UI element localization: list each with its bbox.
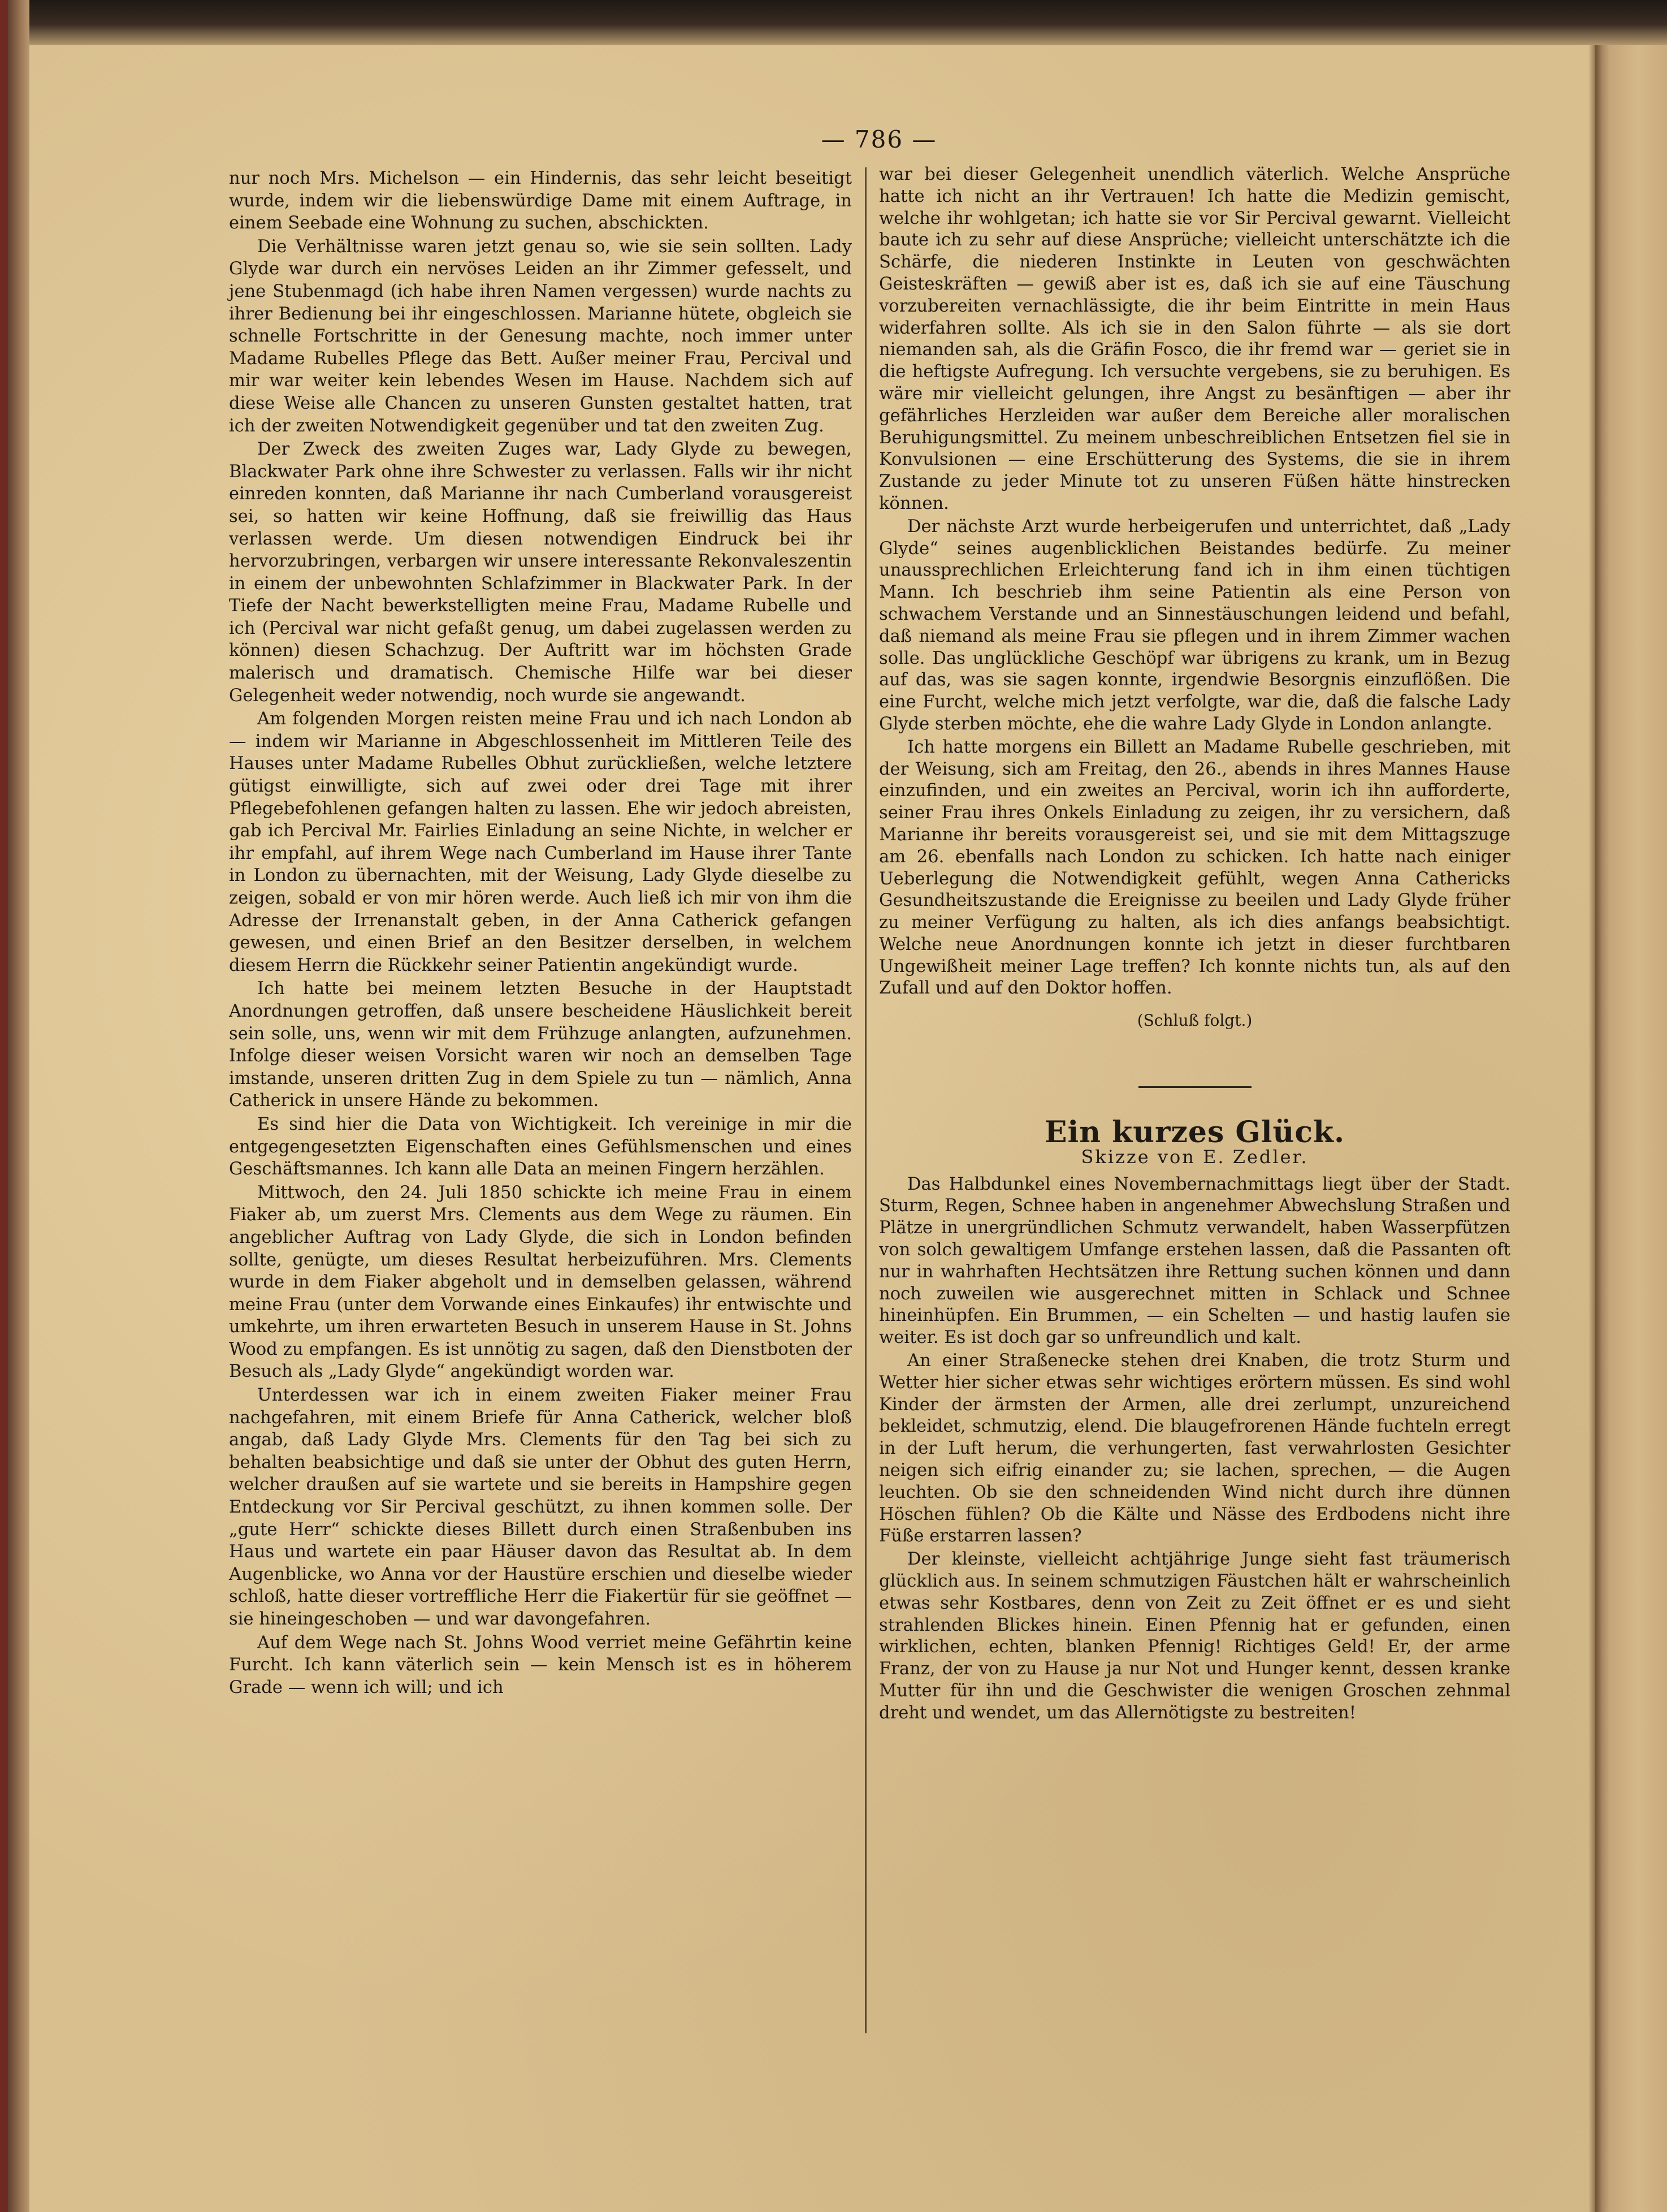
page-gutter-shadow [1588,45,1602,2212]
left-paragraph: Ich hatte bei meinem letzten Besuche in der Hauptstadt Anordnungen getroffen, daß unsere bescheidene Häuslichkeit bereit sein solle, uns, wenn wir mit dem Frühzuge anlangten, aufzunehmen. Infolge dieser weisen Vorsicht waren wir noch an demselben Tage imstande, unseren dritten Zug in dem Spiele zu tun — nämlich, Anna Catherick in unsere Hände zu bekommen. [229,979,852,1111]
adjacent-page-edge [1595,45,1667,2212]
story-title: Ein kurzes Glück. [1044,1115,1345,1150]
right-paragraph: war bei dieser Gelegenheit unendlich väterlich. Welche Ansprüche hatte ich nicht an ihr Vertrauen! Ich hatte die Medizin gemischt, welche ihr wohlgetan; ich hatte sie vor Sir Percival gewarnt. Vielleicht baute ich zu sehr auf diese Ansprüche; vielleicht unterschätzte ich die Schärfe, die niederen Instinkte in Leuten von geschwächten Geisteskräften — gewiß aber ist es, daß ich sie auf eine Täuschung vorzubereiten vernachlässigte, die ihr beim Eintritte in mein Haus widerfahren sollte. Als ich sie in den Salon führte — als sie dort niemanden sah, als die Gräfin Fosco, die ihr fremd war — geriet sie in die heftigste Aufregung. Ich versuchte vergebens, sie zu beruhigen. Es wäre mir vielleicht gelungen, ihre Angst zu besänftigen — aber ihr gefährliches Herzleiden war außer dem Bereiche aller moralischen Beruhigungsmittel. Zu meinem unbeschreiblichen Entsetzen fiel sie in Konvulsionen — eine Erschütterung des Systems, die sie in ihrem Zustande zu jeder Minute tot zu unseren Füßen hätte hinstrecken können. [879,165,1510,513]
right-paragraph: Der nächste Arzt wurde herbeigerufen und unterrichtet, daß „Lady Glyde“ seines augenblicklichen Beistandes bedürfe. Zu meiner unaussprechlichen Erleichterung fand ich in ihm einen tüchtigen Mann. Ich beschrieb ihm seine Patientin als eine Person von schwachem Verstande und an Sinnestäuschungen leidend und befahl, daß niemand als meine Frau sie pflegen und in ihrem Zimmer wachen solle. Das unglückliche Geschöpf war übrigens zu krank, um in Bezug auf das, was sie sagen konnte, irgendwie Besorgnis einzuflößen. Die eine Furcht, welche mich jetzt verfolgte, war die, daß die falsche Lady Glyde sterben möchte, ehe die wahre Lady Glyde in London anlangte. [879,516,1510,734]
left-paragraph: Die Verhältnisse waren jetzt genau so, wie sie sein sollten. Lady Glyde war durch ein nervöses Leiden an ihr Zimmer gefesselt, und jene Stubenmagd (ich habe ihren Namen vergessen) wurde nachts zu ihrer Bedienung bei ihr eingeschlossen. Marianne hütete, obgleich sie schnelle Fortschritte in der Genesung machte, noch immer unter Madame Rubelles Pflege das Bett. Außer meiner Frau, Percival und mir war weiter kein lebendes Wesen im Hause. Nachdem sich auf diese Weise alle Chancen zu unseren Gunsten gestaltet hatten, trat ich der zweiten Notwendigkeit gegenüber und tat den zweiten Zug. [229,236,852,436]
left-paragraph: Es sind hier die Data von Wichtigkeit. Ich vereinige in mir die entgegengesetzten Eigenschaften eines Gefühlsmenschen und eines Geschäftsmannes. Ich kann alle Data an meinen Fingern herzählen. [229,1114,852,1180]
column-divider [865,167,867,2033]
story-paragraph: Das Halbdunkel eines Novembernachmittags liegt über der Stadt. Sturm, Regen, Schnee haben in angenehmer Abwechslung Straßen und Plätze in unergründlichen Schmutz verwandelt, haben Wasserpfützen von solch gewaltigem Umfange erstehen lassen, daß die Passanten oft nur in wahrhaften Hechtsätzen ihre Rettung suchen können und dann noch zuweilen wie ausgerechnet mitten in Schlack und Schnee hineinhüpfen. Ein Brummen, — ein Schelten — und hastig laufen sie weiter. Es ist doch gar so unfreundlich und kalt. [879,1174,1510,1348]
continued-note: (Schluß folgt.) [1137,1011,1253,1030]
left-paragraph: Der Zweck des zweiten Zuges war, Lady Glyde zu bewegen, Blackwater Park ohne ihre Schwester zu verlassen. Falls wir ihr nicht einreden konnten, daß Marianne ihr nach Cumberland vorausgereist sei, so hatten wir keine Hoffnung, daß sie freiwillig das Haus verlassen werde. Um diesen notwendigen Eindruck bei ihr hervorzubringen, verbargen wir unsere interessante Rekonvaleszentin in einem der unbewohnten Schlafzimmer in Blackwater Park. In der Tiefe der Nacht bewerkstelligten meine Frau, Madame Rubelle und ich (Percival war nicht gefaßt genug, um dabei zugelassen werden zu können) diesen Schachzug. Der Auftritt war im höchsten Grade malerisch und dramatisch. Chemische Hilfe war bei dieser Gelegenheit weder notwendig, noch wurde sie angewandt. [229,439,852,706]
left-paragraph: Am folgenden Morgen reisten meine Frau und ich nach London ab — indem wir Marianne in Abgeschlossenheit im Mittleren Teile des Hauses unter Madame Rubelles Obhut zurückließen, welche letztere gütigst einwilligte, sich auf zwei oder drei Tage mit ihrer Pflegebefohlenen gefangen halten zu lassen. Ehe wir jedoch abreisten, gab ich Percival Mr. Fairlies Einladung an seine Nichte, in welcher er ihr empfahl, auf ihrem Wege nach Cumberland im Hause ihrer Tante in London zu übernachten, mit der Weisung, Lady Glyde dieselbe zu zeigen, sobald er von mir hören werde. Auch ließ ich mir von ihm die Adresse der Irrenanstalt geben, in der Anna Catherick gefangen gewesen, und einen Brief an den Besitzer derselben, in welchem diesem Herrn die Rückkehr seiner Patientin angekündigt wurde. [229,709,852,975]
book-cover-edge [0,0,8,2212]
section-separator [1138,1086,1252,1088]
left-paragraph: Auf dem Wege nach St. Johns Wood verriet meine Gefährtin keine Furcht. Ich kann väterlich sein — kein Mensch ist es in höherem Grade — wenn ich will; und ich [229,1632,852,1697]
page-number: — 786 — [821,126,937,153]
scan-top-edge [0,0,1667,49]
left-paragraph: nur noch Mrs. Michelson — ein Hindernis, das sehr leicht beseitigt wurde, indem wir die liebenswürdige Dame mit einem Auftrage, in einem Seebade eine Wohnung zu suchen, abschickten. [229,169,852,234]
story-paragraph: Der kleinste, vielleicht achtjährige Junge sieht fast träumerisch glücklich aus. In seinem schmutzigen Fäustchen hält er wahrscheinlich etwas sehr Kostbares, denn von Zeit zu Zeit öffnet er es und sieht strahlenden Blickes hinein. Einen Pfennig hat er gefunden, einen wirklichen, echten, blanken Pfennig! Richtiges Geld! Er, der arme Franz, der von zu Hause ja nur Not und Hunger kennt, dessen kranke Mutter für ihn und die Geschwister die wenigen Groschen zehnmal dreht und wendet, um das Allernötigste zu bestreiten! [879,1549,1510,1723]
story-paragraph: An einer Straßenecke stehen drei Knaben, die trotz Sturm und Wetter hier sicher etwas sehr wichtiges erörtern müssen. Es sind wohl Kinder der ärmsten der Armen, alle drei zerlumpt, unzureichend bekleidet, schmutzig, elend. Die blaugefrorenen Hände fuchteln erregt in der Luft herum, die verhungerten, fast verwahrlosten Gesichter neigen sich eifrig einander zu; sie lachen, sprechen, — die Augen leuchten. Ob sie den schneidenden Wind nicht durch ihre dünnen Höschen fühlen? Ob die Kälte und Nässe des Erdbodens nicht ihre Füße erstarren lassen? [879,1351,1510,1546]
right-paragraph: Ich hatte morgens ein Billett an Madame Rubelle geschrieben, mit der Weisung, sich am Freitag, den 26., abends in ihres Mannes Hause einzufinden, und ein zweites an Percival, worin ich ihn aufforderte, seiner Frau ihres Onkels Einladung zu zeigen, ihr zu versichern, daß Marianne ihr bereits vorausgereist sei, und sie mit dem Mittagszuge am 26. ebenfalls nach London zu schicken. Ich hatte nach einiger Ueberlegung die Notwendigkeit gefühlt, wegen Anna Cathericks Gesundheitszustande die Ereignisse zu beeilen und Lady Glyde früher zu meiner Verfügung zu halten, als ich dies anfangs beabsichtigt. Welche neue Anordnungen konnte ich jetzt in dieser furchtbaren Ungewißheit meiner Lage treffen? Ich konnte nichts tun, als auf den Zufall und auf den Doktor hoffen. [879,737,1510,999]
story-subtitle: Skizze von E. Zedler. [1081,1146,1309,1168]
right-column [879,164,1510,1725]
left-column [229,167,852,1699]
left-paragraph: Mittwoch, den 24. Juli 1850 schickte ich meine Frau in einem Fiaker ab, um zuerst Mrs. Clements aus dem Wege zu räumen. Ein angeblicher Auftrag von Lady Glyde, die sich in London befinden sollte, genügte, um dieses Resultat herbeizuführen. Mrs. Clements wurde in dem Fiaker abgeholt und in demselben gelassen, während meine Frau (unter dem Vorwande eines Einkaufes) ihr entwischte und umkehrte, um ihren erwarteten Besuch in unserem Hause in St. Johns Wood zu empfangen. Es ist unnötig zu sagen, daß den Dienstboten der Besuch als „Lady Glyde“ angekündigt worden war. [229,1182,852,1382]
left-paragraph: Unterdessen war ich in einem zweiten Fiaker meiner Frau nachgefahren, mit einem Briefe für Anna Catherick, welcher bloß angab, daß Lady Glyde Mrs. Clements für den Tag bei sich zu behalten beabsichtige und daß sie unter der Obhut des guten Herrn, welcher draußen auf sie wartete und sie bereits in Hampshire gegen Entdeckung vor Sir Percival geschützt, zu ihnen kommen solle. Der „gute Herr“ schickte dieses Billett durch einen Straßenbuben ins Haus und wartete ein paar Häuser davon das Resultat ab. In dem Augenblicke, wo Anna vor der Haustüre erschien und dieselbe wieder schloß, hatte dieser vortreffliche Herr die Fiakertür für sie geöffnet — sie hineingeschoben — und war davongefahren. [229,1385,852,1629]
